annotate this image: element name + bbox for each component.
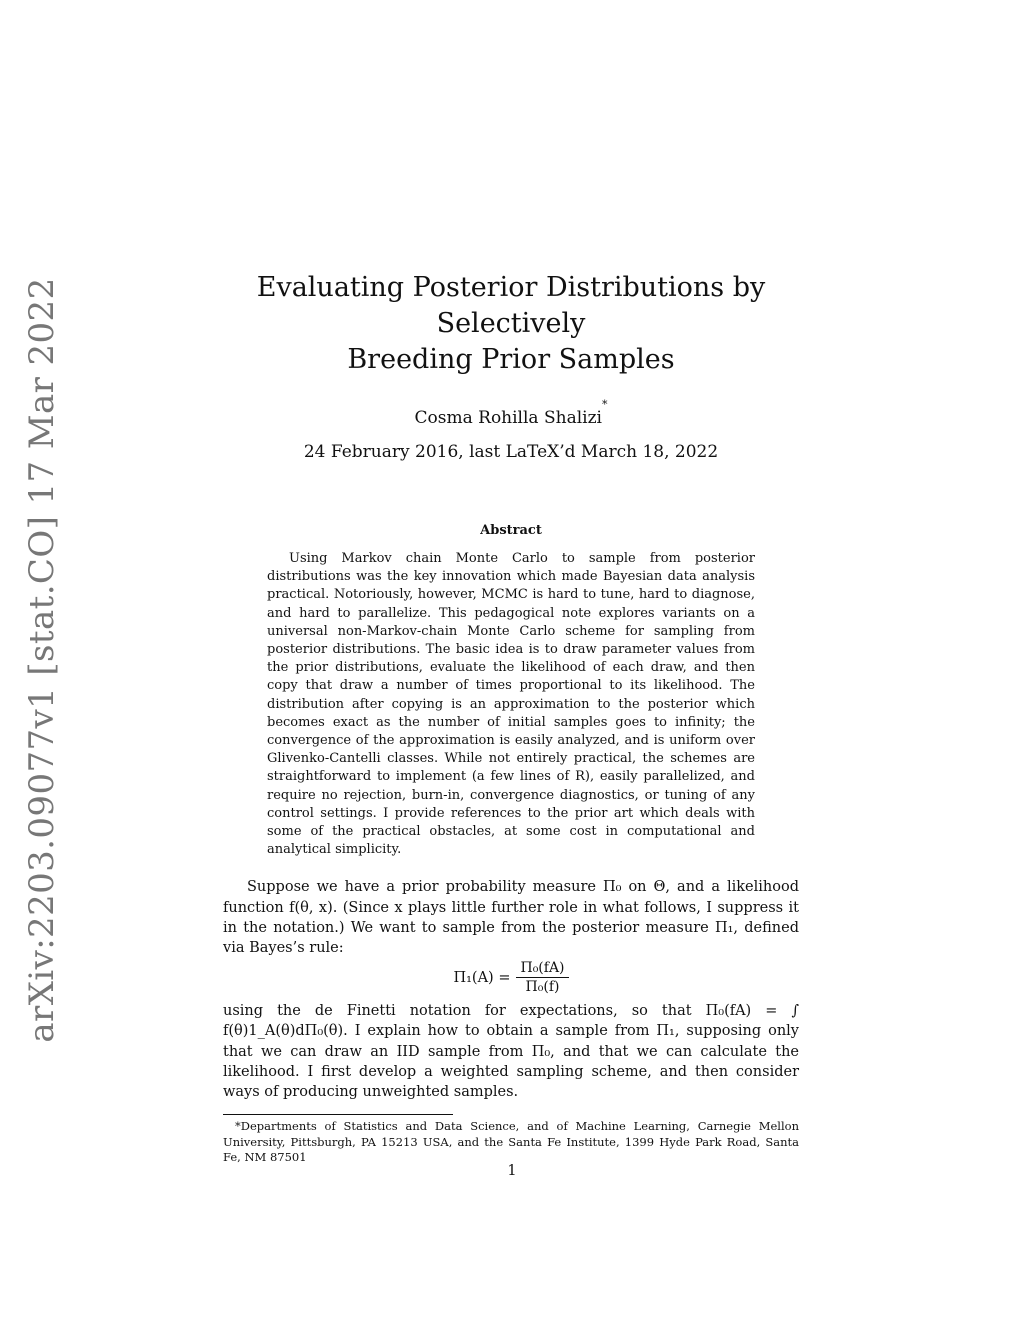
footnote-divider bbox=[223, 1114, 453, 1115]
footnote-affiliation: *Departments of Statistics and Data Science, and of Machine Learning, Carnegie Mellon University, Pittsburgh, PA 15213 USA, and the Santa Fe Institute, 1399 Hyde Park Road, Santa Fe, NM 87501 bbox=[223, 1119, 799, 1165]
author-line bbox=[223, 398, 799, 430]
author-footnote-mark: * bbox=[601, 398, 608, 411]
equation-lhs: Π₁(A) = bbox=[453, 969, 511, 986]
arxiv-identifier: arXiv:2203.09077v1 [stat.CO] 17 Mar 2022 bbox=[22, 277, 62, 1043]
bayes-equation bbox=[223, 960, 799, 995]
title-line-1: Evaluating Posterior Distributions by Selectively bbox=[256, 272, 766, 339]
equation-numerator: Π₀(fA) bbox=[516, 960, 568, 978]
body-paragraph-2: using the de Finetti notation for expectations, so that Π₀(fA) = ∫ f(θ)1_A(θ)dΠ₀(θ). I explain how to obtain a sample from Π₁, supposing only that we can draw an IID sample from Π₀, and that we can calculate the likelihood. I first develop a weighted sampling scheme, and then consider ways of producing unweighted samples. bbox=[223, 1003, 799, 1101]
paper-page bbox=[223, 250, 799, 1166]
title-line-2: Breeding Prior Samples bbox=[347, 344, 675, 375]
equation-fraction bbox=[516, 960, 568, 995]
abstract-heading: Abstract bbox=[480, 523, 542, 538]
page-number: 1 bbox=[507, 1163, 517, 1179]
date-line: 24 February 2016, last LaTeX’d March 18, 2022 bbox=[303, 442, 719, 462]
abstract-text: Using Markov chain Monte Carlo to sample from posterior distributions was the key innovation which made Bayesian data analysis practical. Notoriously, however, MCMC is hard to tune, hard to diagnose, and hard to parallelize. This pedagogical note explores variants on a universal non-Markov-chain Monte Carlo scheme for sampling from posterior distributions. The basic idea is to draw parameter values from the prior distributions, evaluate the likelihood of each draw, and then copy that draw a number of times proportional to its likelihood. The distribution after copying is an approximation to the posterior which becomes exact as the number of initial samples goes to infinity; the convergence of the approximation is easily analyzed, and is uniform over Glivenko-Cantelli classes. While not entirely practical, the schemes are straightforward to implement (a few lines of R), easily parallelized, and require no rejection, burn-in, convergence diagnostics, or tuning of any control settings. I provide references to the prior art which deals with some of the practical obstacles, at some cost in computational and analytical simplicity. bbox=[267, 551, 755, 858]
equation-denominator: Π₀(f) bbox=[525, 979, 560, 996]
paper-title bbox=[223, 270, 799, 378]
body-paragraph-1: Suppose we have a prior probability measure Π₀ on Θ, and a likelihood function f(θ, x). (Since x plays little further role in what follows, I suppress it in the notation.) We want to sample from the posterior measure Π₁, defined via Bayes’s rule: bbox=[223, 879, 799, 957]
author-name: Cosma Rohilla Shalizi bbox=[414, 408, 602, 428]
